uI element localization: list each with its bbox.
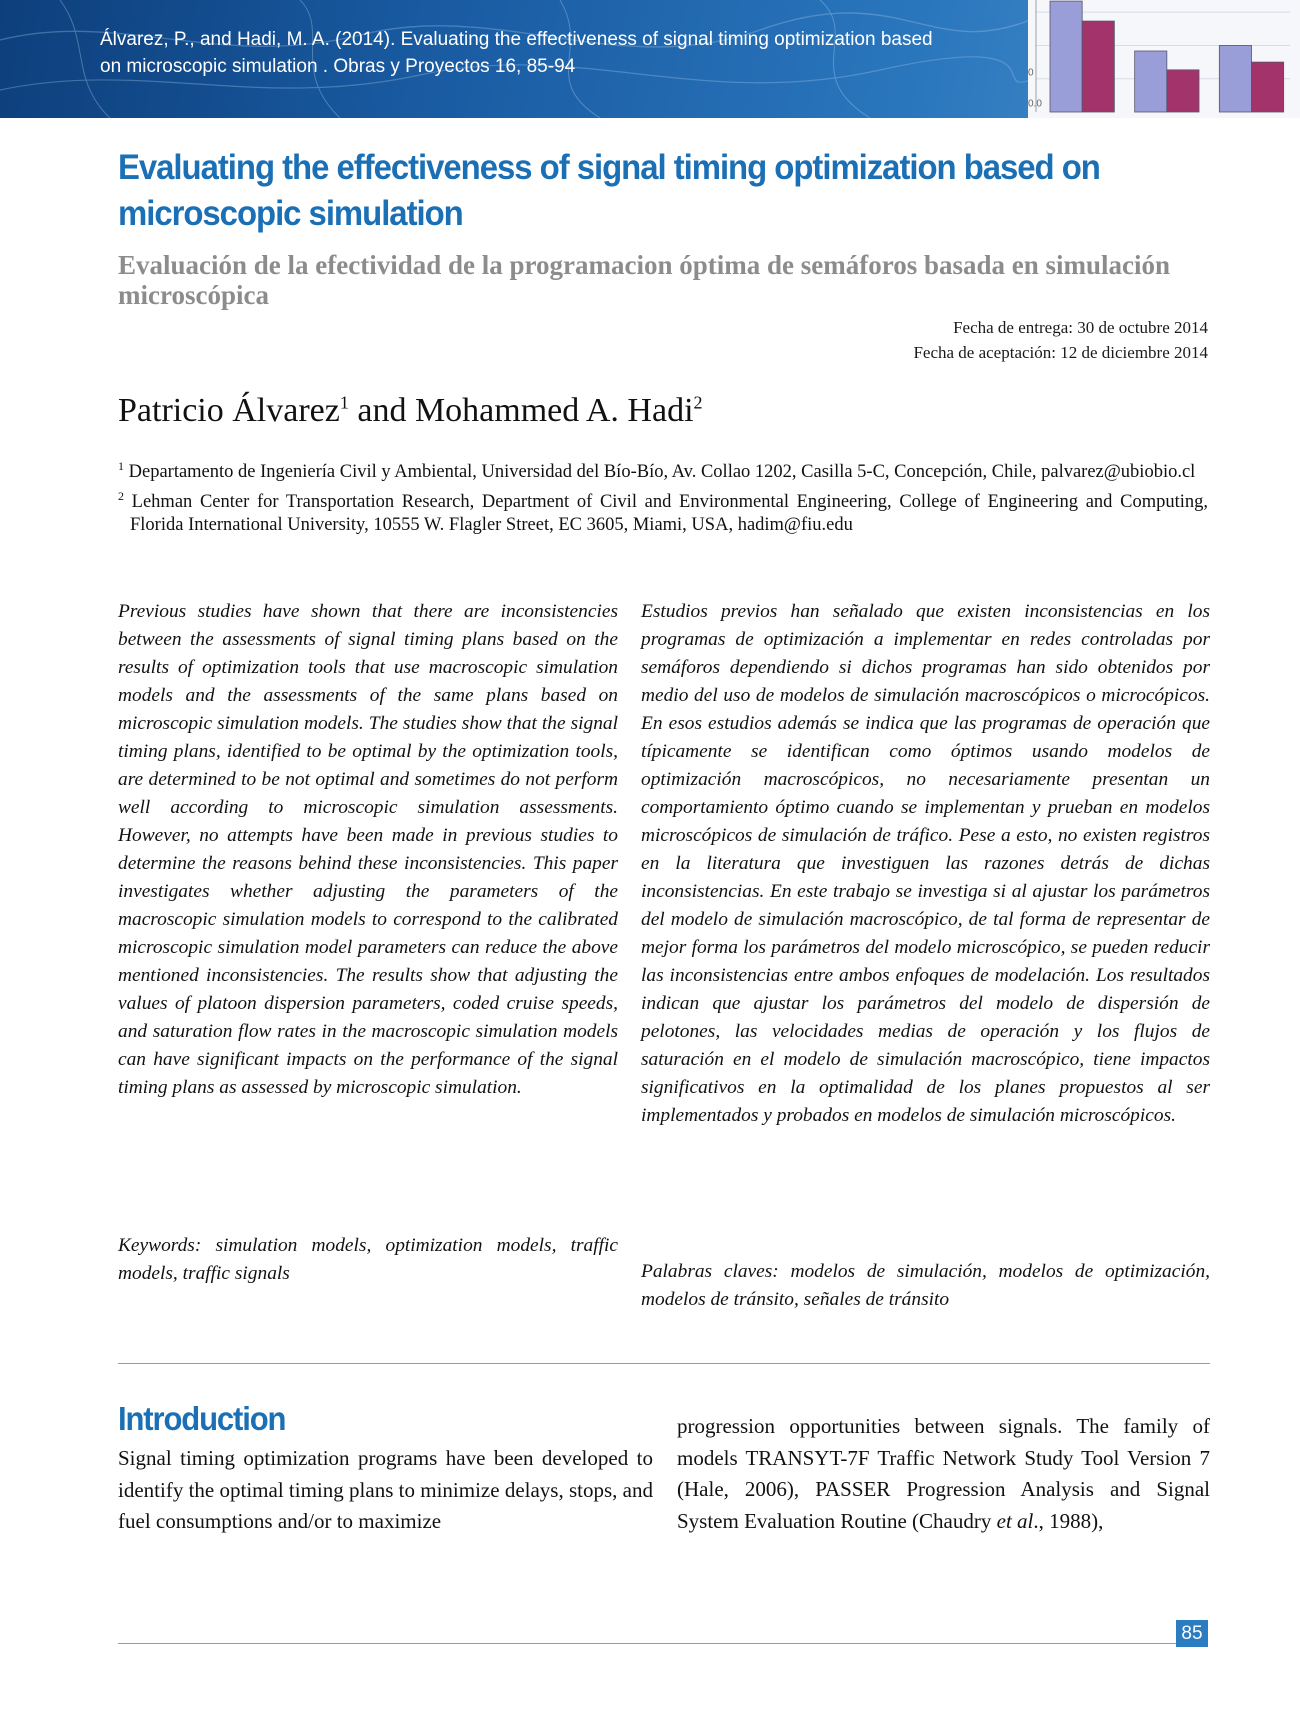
banner-chart (1028, 0, 1300, 118)
body-text-italic: et al (996, 1508, 1034, 1533)
chart-bar (1082, 21, 1114, 112)
citation-line-2: on microscopic simulation . Obras y Proyectos 16, 85-94 (100, 56, 576, 77)
submission-dates (913, 315, 1208, 365)
author-affil-mark: 2 (693, 392, 703, 413)
body-text-segment: ., 1988), (1033, 1508, 1104, 1533)
page-number: 85 (1176, 1620, 1208, 1647)
body-column-right (677, 1411, 1210, 1537)
author-connector: and (348, 392, 415, 429)
citation-line-1: Álvarez, P., and Hadi, M. A. (2014). Evaluating the effectiveness of signal timing optimization based (100, 29, 933, 50)
author-affil-mark: 1 (339, 392, 349, 413)
chart-bar (1252, 62, 1284, 112)
affiliation-item (118, 485, 1208, 537)
bar-chart (1028, 0, 1300, 118)
body-text-segment: progression opportunities between signals. The family of models TRANSYT-7F Traffic Network Study Tool Version 7 (Hale, 2006), PASSER Progression Analysis and Signal System Evaluation Routine (Chaudry (677, 1414, 1210, 1533)
section-divider (118, 1363, 1210, 1364)
affiliation-text: Departamento de Ingeniería Civil y Ambiental, Universidad del Bío-Bío, Av. Collao 1202, Casilla 5-C, Concepción, Chile, palvarez@ubiobio.cl (124, 462, 1196, 483)
keywords-spanish: Palabras claves: modelos de simulación, modelos de optimización, modelos de tránsito, señales de tránsito (641, 1261, 1210, 1310)
affiliation-mark: 2 (118, 489, 124, 504)
author-name: Mohammed A. Hadi (414, 392, 694, 429)
chart-tick-label: 0.0 (1028, 98, 1042, 110)
author-name: Patricio Álvarez (118, 392, 340, 429)
footer-rule (118, 1643, 1178, 1644)
abstract-spanish: Estudios previos han señalado que existen inconsistencias en los programas de optimización a implementar en redes controladas por semáforos dependiendo si dichos programas han sido obtenidos por medio del uso de modelos de simulación macroscópicos o microcópicos. En esos estudios además se indica que las programas de operación que típicamente se identifican como óptimos usando modelos de optimización macroscópicos, no necesariamente presentan un comportamiento óptimo cuando se implementan y prueban en modelos microscópicos de simulación de tráfico. Pese a esto, no existen registros en la literatura que investiguen las razones detrás de dichas inconsistencias. En este trabajo se investiga si al ajustar los parámetros del modelo de simulación macroscópico, de tal forma de representar de mejor forma los parámetros del modelo microscópico, se pueden reducir las inconsistencias entre ambos enfoques de modelación. Los resultados indican que ajustar los parámetros del modelo de dispersión de pelotones, las velocidades medias de operación y los flujos de saturación en el modelo de simulación macroscópico, tiene impactos significativos en la optimalidad de los planes propuestos al ser implementados y probados en modelos de simulación microscópicos. (641, 601, 1210, 1126)
chart-bar (1135, 51, 1167, 112)
keywords-english: Keywords: simulation models, optimization models, traffic models, traffic signals (118, 1235, 618, 1284)
citation-header (100, 26, 1030, 80)
affiliation-text: Lehman Center for Transportation Research, Department of Civil and Environmental Engineering, College of Engineering and Computing, Florida International University, 10555 W. Flagler Street, EC 3605, Miami, USA, hadim@fiu.edu (124, 492, 1208, 536)
section-heading-introduction: Introduction (118, 1400, 286, 1437)
header-banner (0, 0, 1300, 118)
chart-bar (1050, 1, 1082, 112)
affiliation-item (118, 455, 1208, 484)
paper-title-spanish: Evaluación de la efectividad de la programacion óptima de semáforos basada en simulación microscópica (118, 250, 1171, 310)
chart-bar (1167, 70, 1199, 112)
date-accepted: Fecha de aceptación: 12 de diciembre 2014 (913, 343, 1208, 362)
chart-tick-label: 0 (1028, 67, 1034, 79)
body-column-left: Signal timing optimization programs have been developed to identify the optimal timing plans to minimize delays, stops, and fuel consumptions and/or to maximize (118, 1446, 653, 1533)
date-received: Fecha de entrega: 30 de octubre 2014 (953, 318, 1208, 337)
author-list (118, 392, 703, 430)
affiliations (118, 455, 1208, 538)
chart-bar (1219, 45, 1251, 112)
affiliation-mark: 1 (118, 459, 124, 473)
paper-title-english: Evaluating the effectiveness of signal timing optimization based on microscopic simulation (118, 148, 1100, 233)
abstract-english: Previous studies have shown that there are inconsistencies between the assessments of signal timing plans based on the results of optimization tools that use macroscopic simulation models and the assessments of the same plans based on microscopic simulation models. The studies show that the signal timing plans, identified to be optimal by the optimization tools, are determined to be not optimal and sometimes do not perform well according to microscopic simulation assessments. However, no attempts have been made in previous studies to determine the reasons behind these inconsistencies. This paper investigates whether adjusting the parameters of the macroscopic simulation models to correspond to the calibrated microscopic simulation model parameters can reduce the above mentioned inconsistencies. The results show that adjusting the values of platoon dispersion parameters, coded cruise speeds, and saturation flow rates in the macroscopic simulation models can have significant impacts on the performance of the signal timing plans as assessed by microscopic simulation. (118, 601, 618, 1098)
